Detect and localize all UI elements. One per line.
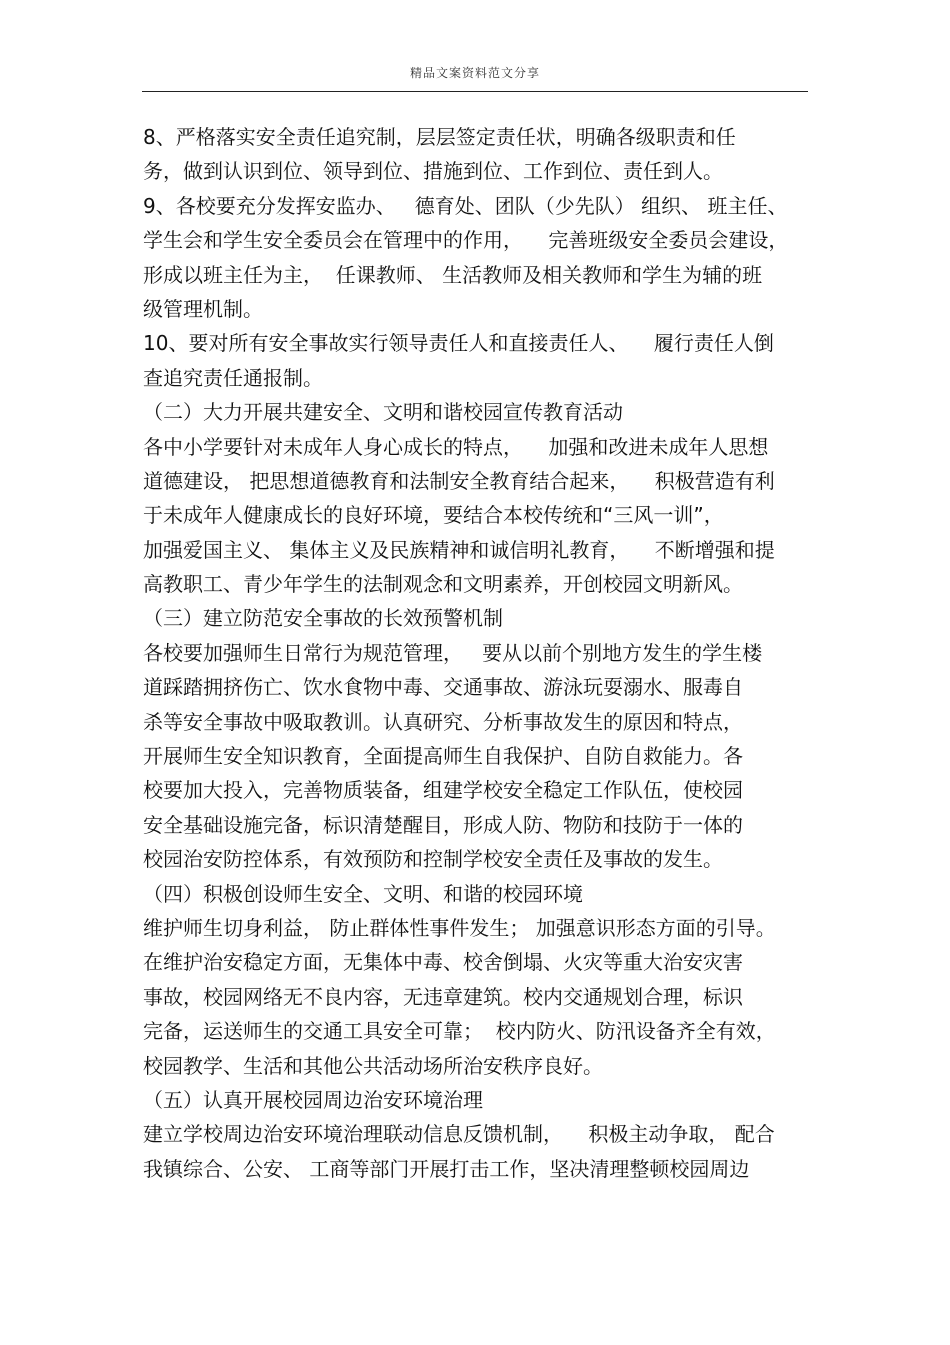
text-line: 务，做到认识到位、领导到位、措施到位、工作到位、责任到人。 [143, 159, 723, 184]
header-divider [142, 91, 808, 92]
text-line: 学生会和学生安全委员会在管理中的作用， 完善班级安全委员会建设， [143, 228, 789, 253]
text-line: 10、要对所有安全事故实行领导责任人和直接责任人、 履行责任人倒 [143, 331, 774, 356]
text-line: 校园教学、生活和其他公共活动场所治安秩序良好。 [143, 1053, 603, 1078]
text-line: 道踩踏拥挤伤亡、饮水食物中毒、交通事故、游泳玩耍溺水、服毒自 [143, 675, 743, 700]
text-line: 建立学校周边治安环境治理联动信息反馈机制， 积极主动争取， 配合 [143, 1122, 775, 1147]
text-line: 高教职工、青少年学生的法制观念和文明素养，开创校园文明新风。 [143, 572, 743, 597]
text-line: 各中小学要针对未成年人身心成长的特点， 加强和改进未成年人思想 [143, 434, 769, 459]
text-line: 级管理机制。 [143, 296, 263, 321]
section-heading: （二）大力开展共建安全、文明和谐校园宣传教育活动 [143, 400, 623, 425]
text-line: 事故，校园网络无不良内容，无违章建筑。校内交通规划合理，标识 [143, 984, 743, 1009]
text-line: 维护师生切身利益， 防止群体性事件发生； 加强意识形态方面的引导。 [143, 915, 776, 940]
text-line: 于未成年人健康成长的良好环境，要结合本校传统和“三风一训”， [143, 503, 724, 528]
text-line: 加强爱国主义、 集体主义及民族精神和诚信明礼教育， 不断增强和提 [143, 537, 775, 562]
text-line: 道德建设， 把思想道德教育和法制安全教育结合起来， 积极营造有利 [143, 468, 775, 493]
text-line: 各校要加强师生日常行为规范管理， 要从以前个别地方发生的学生楼 [143, 640, 763, 665]
section-heading: （四）积极创设师生安全、文明、和谐的校园环境 [143, 881, 583, 906]
text-line: 杀等安全事故中吸取教训。认真研究、分析事故发生的原因和特点， [143, 709, 743, 734]
text-line: 8、严格落实安全责任追究制，层层签定责任状，明确各级职责和任 [143, 125, 736, 149]
text-line: 校园治安防控体系，有效预防和控制学校安全责任及事故的发生。 [143, 847, 723, 872]
section-heading: （三）建立防范安全事故的长效预警机制 [143, 606, 503, 631]
text-line: 开展师生安全知识教育，全面提高师生自我保护、自防自救能力。各 [143, 744, 743, 769]
text-line: 安全基础设施完备，标识清楚醒目，形成人防、物防和技防于一体的 [143, 812, 743, 837]
text-line: 查追究责任通报制。 [143, 365, 323, 390]
text-line: 校要加大投入，完善物质装备，组建学校安全稳定工作队伍，使校园 [143, 778, 743, 803]
text-line: 完备，运送师生的交通工具安全可靠； 校内防火、防汛设备齐全有效， [143, 1019, 776, 1044]
section-heading: （五）认真开展校园周边治安环境治理 [143, 1087, 483, 1112]
text-line: 形成以班主任为主， 任课教师、 生活教师及相关教师和学生为辅的班 [143, 262, 763, 287]
text-line: 在维护治安稳定方面，无集体中毒、校舍倒塌、火灾等重大治安灾害 [143, 950, 743, 975]
document-body [143, 120, 808, 1186]
text-line: 9、各校要充分发挥安监办、 德育处、团队（少先队） 组织、 班主任、 [143, 193, 788, 218]
text-line: 我镇综合、公安、 工商等部门开展打击工作，坚决清理整顿校园周边 [143, 1156, 750, 1181]
page-header: 精品文案资料范文分享 [409, 66, 540, 80]
